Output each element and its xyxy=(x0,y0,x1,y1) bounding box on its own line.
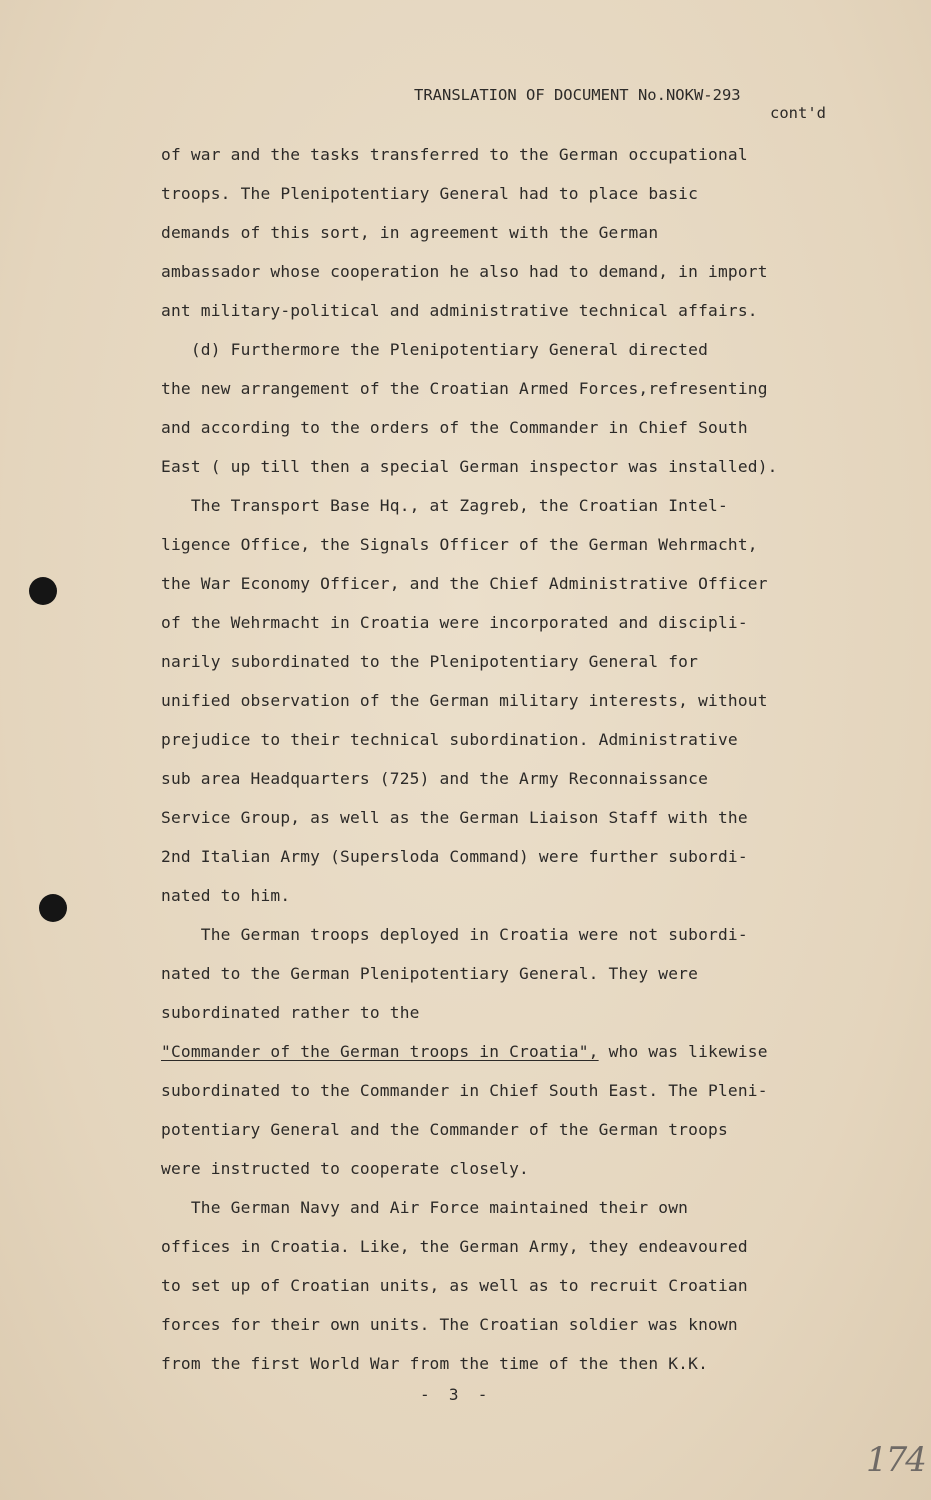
text-line-31: forces for their own units. The Croatian soldier was known xyxy=(161,1315,738,1334)
text-line-6: (d) Furthermore the Plenipotentiary General directed xyxy=(161,340,709,359)
text-line-9: East ( up till then a special German inspector was installed). xyxy=(161,457,778,476)
punch-hole-bottom xyxy=(39,894,67,922)
underlined-command-title: "Commander of the German troops in Croatia", xyxy=(161,1042,599,1061)
document-title: TRANSLATION OF DOCUMENT No.NOKW-293 xyxy=(414,86,741,104)
text-line-17: sub area Headquarters (725) and the Army Reconnaissance xyxy=(161,769,709,788)
text-line-12: the War Economy Officer, and the Chief Administrative Officer xyxy=(161,574,768,593)
text-line-13: of the Wehrmacht in Croatia were incorporated and discipli- xyxy=(161,613,748,632)
text-line-26: potentiary General and the Commander of the German troops xyxy=(161,1120,728,1139)
text-line-5: ant military-political and administrative technical affairs. xyxy=(161,301,758,320)
text-line-25: subordinated to the Commander in Chief South East. The Pleni- xyxy=(161,1081,768,1100)
text-line-8: and according to the orders of the Commander in Chief South xyxy=(161,418,748,437)
text-line-16: prejudice to their technical subordination. Administrative xyxy=(161,730,738,749)
text-line-28: The German Navy and Air Force maintained their own xyxy=(161,1198,689,1217)
text-line-24 xyxy=(161,1039,768,1065)
text-line-30: to set up of Croatian units, as well as to recruit Croatian xyxy=(161,1276,748,1295)
text-line-27: were instructed to cooperate closely. xyxy=(161,1159,529,1178)
text-line-20: nated to him. xyxy=(161,886,291,905)
handwritten-page-annotation: 174 xyxy=(866,1440,925,1480)
text-line-7: the new arrangement of the Croatian Armed Forces,refresenting xyxy=(161,379,768,398)
text-line-23: subordinated rather to the xyxy=(161,1003,420,1022)
text-line-21: The German troops deployed in Croatia were not subordi- xyxy=(161,925,748,944)
text-line-22: nated to the German Plenipotentiary General. They were xyxy=(161,964,699,983)
text-line-11: ligence Office, the Signals Officer of the German Wehrmacht, xyxy=(161,535,758,554)
text-line-10: The Transport Base Hq., at Zagreb, the Croatian Intel- xyxy=(161,496,728,515)
page-number: - 3 - xyxy=(420,1385,488,1404)
text-line-24-rest: who was likewise xyxy=(598,1042,768,1061)
text-line-14: narily subordinated to the Plenipotentiary General for xyxy=(161,652,699,671)
text-line-1: of war and the tasks transferred to the German occupational xyxy=(161,145,748,164)
text-line-19: 2nd Italian Army (Supersloda Command) were further subordi- xyxy=(161,847,748,866)
text-line-4: ambassador whose cooperation he also had to demand, in import xyxy=(161,262,768,281)
document-header xyxy=(414,86,826,122)
text-line-3: demands of this sort, in agreement with the German xyxy=(161,223,659,242)
text-line-32: from the first World War from the time of the then K.K. xyxy=(161,1354,709,1373)
text-line-29: offices in Croatia. Like, the German Army, they endeavoured xyxy=(161,1237,748,1256)
punch-hole-top xyxy=(29,577,57,605)
text-line-18: Service Group, as well as the German Liaison Staff with the xyxy=(161,808,748,827)
text-line-2: troops. The Plenipotentiary General had to place basic xyxy=(161,184,699,203)
text-line-15: unified observation of the German military interests, without xyxy=(161,691,768,710)
continued-label: cont'd xyxy=(770,104,826,122)
